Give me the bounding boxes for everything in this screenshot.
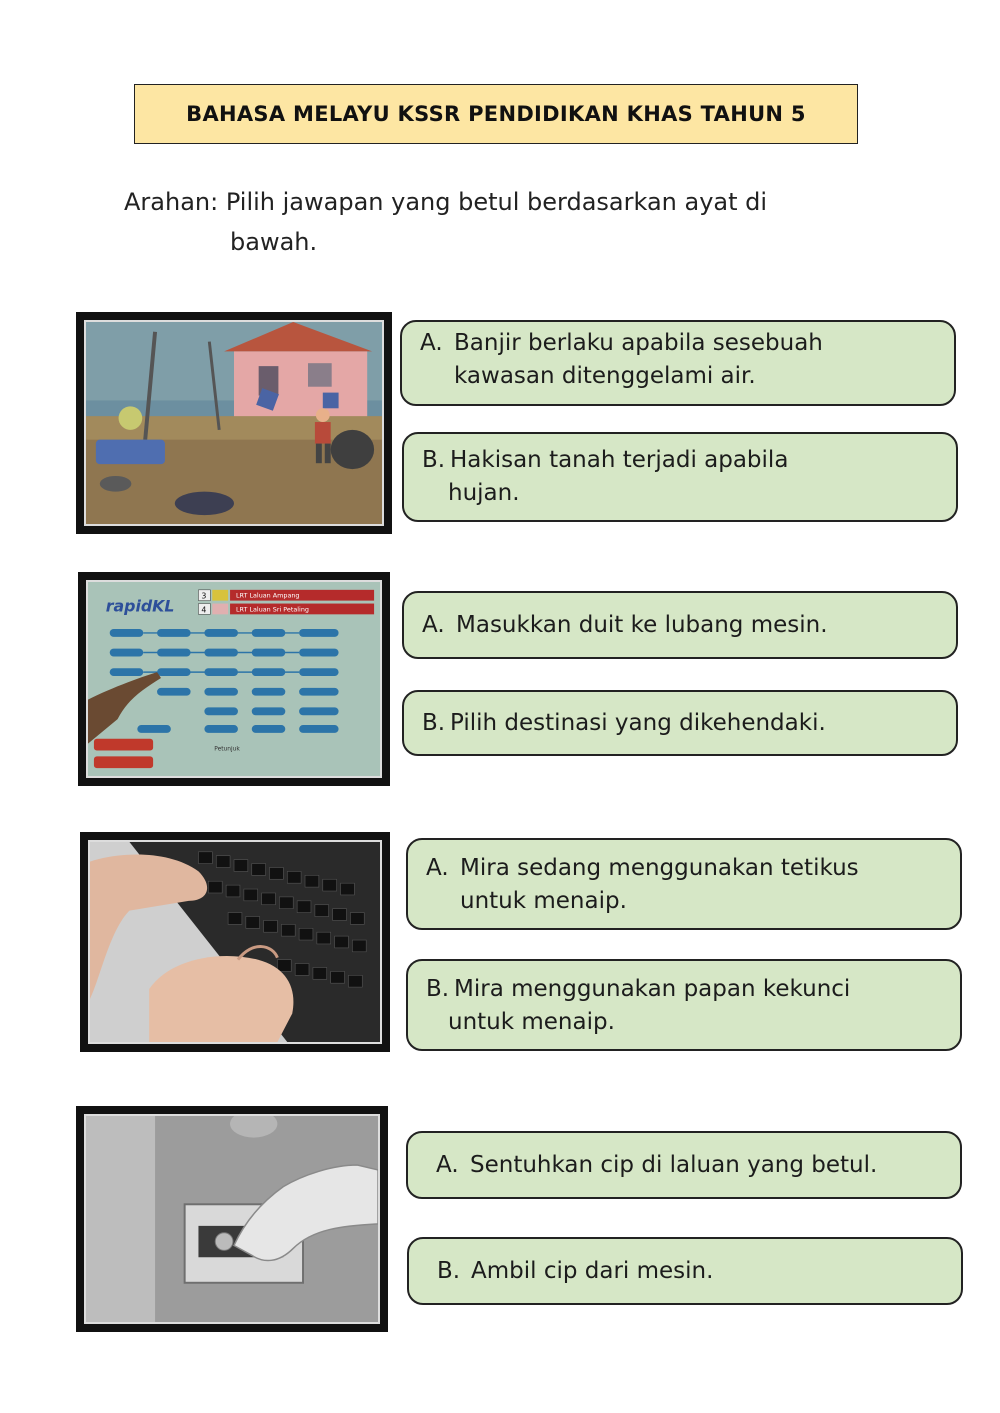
q3-option-a-line1: Mira sedang menggunakan tetikus (460, 855, 859, 881)
q2-option-a[interactable] (402, 591, 958, 659)
q3-option-a[interactable] (406, 838, 962, 930)
q4-option-a-line1: Sentuhkan cip di laluan yang betul. (470, 1151, 878, 1178)
worksheet-title: BAHASA MELAYU KSSR PENDIDIKAN KHAS TAHUN 5 (186, 102, 806, 126)
q1-option-b-letter: B. (422, 447, 446, 473)
q1-option-a-letter: A. (420, 330, 443, 356)
q2-option-b[interactable] (402, 690, 958, 756)
q4-option-b-line1: Ambil cip dari mesin. (471, 1257, 714, 1284)
svg-text:3: 3 (201, 591, 207, 601)
q2-option-b-line1: Pilih destinasi yang dikehendaki. (450, 709, 826, 736)
q1-option-a[interactable] (400, 320, 956, 406)
q4-option-b-letter: B. (437, 1257, 461, 1284)
q3-option-b-line2: untuk menaip. (448, 1009, 615, 1035)
rapidkl-ticket-machine-image (78, 572, 390, 786)
flood-scene-image (76, 312, 392, 534)
q3-option-a-letter: A. (426, 855, 449, 881)
q2-option-a-letter: A. (422, 611, 445, 638)
q4-option-b[interactable] (407, 1237, 963, 1305)
q4-option-a-letter: A. (436, 1151, 459, 1178)
q3-option-b[interactable] (406, 959, 962, 1051)
q1-option-a-line1: Banjir berlaku apabila sesebuah (454, 330, 823, 356)
instruction-line-1: Arahan: Pilih jawapan yang betul berdasarkan ayat di (124, 188, 768, 216)
svg-text:4: 4 (201, 605, 207, 615)
worksheet-title-box (134, 84, 858, 144)
q3-option-b-line1: Mira menggunakan papan kekunci (454, 976, 851, 1002)
svg-text:Petunjuk: Petunjuk (214, 746, 240, 753)
q1-option-b-line2: hujan. (448, 480, 520, 506)
q3-option-a-line2: untuk menaip. (460, 888, 627, 914)
typing-keyboard-image (80, 832, 390, 1052)
rapidkl-logo: rapidKL (105, 596, 175, 616)
instruction-line-2: bawah. (230, 228, 318, 256)
q2-option-a-line1: Masukkan duit ke lubang mesin. (456, 611, 828, 638)
instruction-text (124, 182, 767, 262)
svg-text:LRT Laluan Sri Petaling: LRT Laluan Sri Petaling (235, 605, 309, 614)
q4-option-a[interactable] (406, 1131, 962, 1199)
token-gate-image (76, 1106, 388, 1332)
q1-option-b-line1: Hakisan tanah terjadi apabila (450, 447, 789, 473)
svg-text:LRT Laluan Ampang: LRT Laluan Ampang (235, 591, 300, 600)
q3-option-b-letter: B. (426, 976, 450, 1002)
q1-option-b[interactable] (402, 432, 958, 522)
q1-option-a-line2: kawasan ditenggelami air. (454, 363, 756, 389)
q2-option-b-letter: B. (422, 709, 446, 736)
